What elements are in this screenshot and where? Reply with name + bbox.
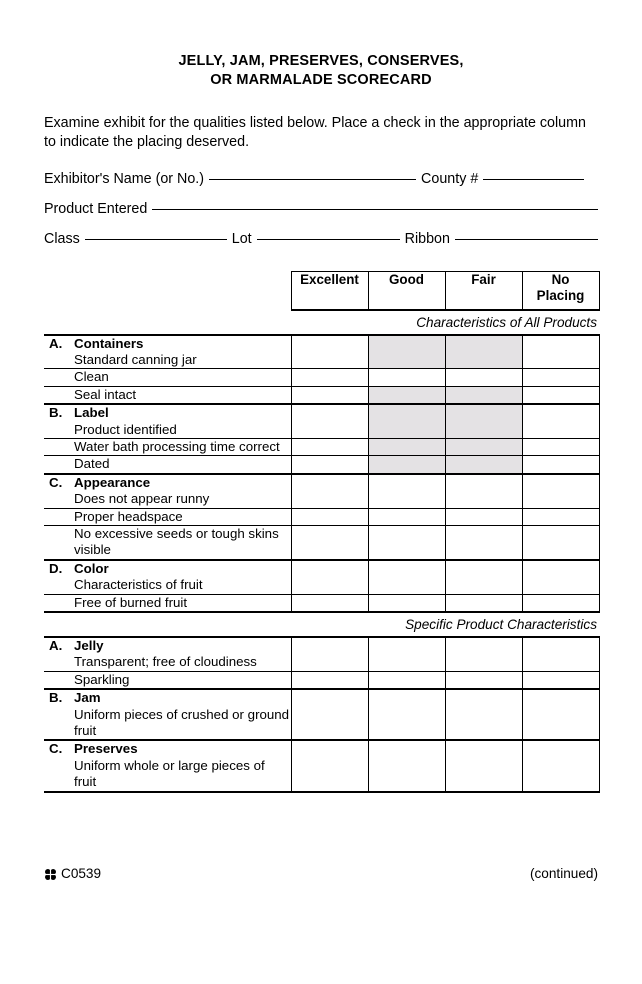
table-row — [44, 474, 599, 508]
criterion-cell — [44, 689, 291, 740]
criterion-text: Seal intact — [74, 386, 137, 402]
form-row-exhibitor — [44, 171, 598, 201]
check-cell-no-placing[interactable] — [522, 560, 599, 594]
check-cell-fair[interactable] — [445, 438, 522, 455]
group-letter: A. — [49, 638, 63, 653]
check-cell-no-placing[interactable] — [522, 637, 599, 671]
table-row — [44, 560, 599, 594]
lot-label: Lot — [231, 231, 252, 247]
check-cell-good[interactable] — [368, 525, 445, 559]
group-name: Color — [74, 560, 109, 576]
group-letter: B. — [49, 405, 63, 421]
criterion-text: Water bath processing time correct — [74, 438, 280, 454]
check-cell-excellent[interactable] — [291, 369, 368, 386]
check-cell-excellent[interactable] — [291, 474, 368, 508]
scorecard-table — [44, 271, 600, 793]
check-cell-fair[interactable] — [445, 671, 522, 689]
table-row — [44, 637, 599, 671]
check-cell-excellent[interactable] — [291, 335, 368, 369]
table-row — [44, 386, 599, 404]
group-letter: A. — [49, 335, 63, 351]
criterion-text: Transparent; free of cloudiness — [74, 654, 257, 670]
check-cell-good[interactable] — [368, 474, 445, 508]
check-cell-excellent[interactable] — [291, 689, 368, 740]
criterion-cell — [44, 740, 291, 791]
criterion-cell — [44, 438, 291, 455]
check-cell-good[interactable] — [368, 369, 445, 386]
check-cell-good[interactable] — [368, 438, 445, 455]
table-row — [44, 671, 599, 689]
group-name: Jelly — [74, 638, 104, 653]
check-cell-no-placing[interactable] — [522, 525, 599, 559]
check-cell-fair[interactable] — [445, 335, 522, 369]
check-cell-excellent[interactable] — [291, 594, 368, 612]
group-letter: C. — [49, 474, 63, 490]
check-cell-good[interactable] — [368, 671, 445, 689]
criterion-cell — [44, 594, 291, 612]
criterion-cell — [44, 404, 291, 438]
check-cell-fair[interactable] — [445, 740, 522, 791]
footer-continued: (continued) — [529, 866, 598, 881]
table-row — [44, 508, 599, 525]
criterion-cell — [44, 456, 291, 474]
check-cell-excellent[interactable] — [291, 637, 368, 671]
criterion-cell — [44, 474, 291, 508]
group-name: Containers — [74, 335, 144, 351]
check-cell-excellent[interactable] — [291, 456, 368, 474]
page-title — [44, 0, 598, 90]
table-row — [44, 594, 599, 612]
county-label: County # — [421, 171, 479, 187]
table-row — [44, 404, 599, 438]
check-cell-fair[interactable] — [445, 525, 522, 559]
group-letter: B. — [49, 690, 63, 706]
check-cell-fair[interactable] — [445, 404, 522, 438]
table-row — [44, 335, 599, 369]
criterion-cell — [44, 637, 291, 671]
criterion-text: Characteristics of fruit — [74, 577, 203, 593]
group-name: Jam — [74, 690, 101, 706]
check-cell-no-placing[interactable] — [522, 689, 599, 740]
check-cell-excellent[interactable] — [291, 740, 368, 791]
footer-code: C0539 — [61, 866, 102, 881]
group-name: Label — [74, 405, 109, 421]
table-row — [44, 525, 599, 559]
no-placing-line-1: No — [551, 272, 570, 287]
product-entered-input[interactable] — [152, 209, 598, 210]
form-row-class-lot-ribbon — [44, 231, 598, 261]
criterion-cell — [44, 369, 291, 386]
footer-left-group — [44, 866, 101, 881]
section-caption: Characteristics of All Products — [44, 310, 599, 335]
entry-form — [44, 171, 598, 261]
criterion-text: Uniform pieces of crushed or ground fruit — [74, 706, 290, 739]
table-row — [44, 740, 599, 791]
check-cell-no-placing[interactable] — [522, 740, 599, 791]
product-entered-label: Product Entered — [44, 201, 148, 217]
no-placing-line-2: Placing — [536, 288, 585, 303]
title-line-2: OR MARMALADE SCORECARD — [210, 72, 432, 88]
check-cell-good[interactable] — [368, 335, 445, 369]
criterion-text: Uniform whole or large pieces of fruit — [74, 757, 265, 790]
check-cell-excellent[interactable] — [291, 560, 368, 594]
criterion-text: No excessive seeds or tough skins visible — [74, 525, 279, 558]
check-cell-no-placing[interactable] — [522, 404, 599, 438]
header-blank-cell — [44, 272, 291, 310]
check-cell-good[interactable] — [368, 740, 445, 791]
criterion-text: Free of burned fruit — [74, 594, 188, 610]
column-header-no-placing — [522, 272, 599, 310]
column-header-fair: Fair — [445, 272, 522, 310]
check-cell-good[interactable] — [368, 560, 445, 594]
table-row — [44, 438, 599, 455]
class-label: Class — [44, 231, 80, 247]
check-cell-no-placing[interactable] — [522, 474, 599, 508]
check-cell-good[interactable] — [368, 456, 445, 474]
check-cell-excellent[interactable] — [291, 404, 368, 438]
lot-input[interactable] — [257, 239, 400, 240]
check-cell-no-placing[interactable] — [522, 508, 599, 525]
check-cell-good[interactable] — [368, 689, 445, 740]
check-cell-good[interactable] — [368, 386, 445, 404]
class-input[interactable] — [85, 239, 227, 240]
clover-icon — [44, 868, 57, 881]
criterion-cell — [44, 386, 291, 404]
check-cell-no-placing[interactable] — [522, 671, 599, 689]
check-cell-fair[interactable] — [445, 456, 522, 474]
table-row — [44, 689, 599, 740]
check-cell-excellent[interactable] — [291, 386, 368, 404]
criterion-text: Proper headspace — [74, 508, 183, 524]
criterion-cell — [44, 335, 291, 369]
group-letter: D. — [49, 560, 63, 576]
column-header-excellent: Excellent — [291, 272, 368, 310]
criterion-text: Product identified — [74, 421, 177, 437]
check-cell-no-placing[interactable] — [522, 386, 599, 404]
check-cell-excellent[interactable] — [291, 525, 368, 559]
table-row — [44, 369, 599, 386]
section-caption-row — [44, 310, 599, 335]
check-cell-fair[interactable] — [445, 369, 522, 386]
check-cell-no-placing[interactable] — [522, 369, 599, 386]
county-input[interactable] — [483, 179, 584, 180]
check-cell-fair[interactable] — [445, 474, 522, 508]
section-caption-row — [44, 612, 599, 637]
check-cell-excellent[interactable] — [291, 671, 368, 689]
criterion-cell — [44, 671, 291, 689]
check-cell-good[interactable] — [368, 404, 445, 438]
table-row — [44, 456, 599, 474]
check-cell-fair[interactable] — [445, 560, 522, 594]
criterion-cell — [44, 508, 291, 525]
ribbon-label: Ribbon — [404, 231, 450, 247]
ribbon-input[interactable] — [455, 239, 598, 240]
group-name: Appearance — [74, 474, 151, 490]
instructions-text: Examine exhibit for the qualities listed below. Place a check in the appropriate column to indicate the placing deserved. — [44, 115, 586, 150]
criterion-text: Dated — [74, 456, 110, 472]
check-cell-excellent[interactable] — [291, 508, 368, 525]
check-cell-excellent[interactable] — [291, 438, 368, 455]
check-cell-no-placing[interactable] — [522, 456, 599, 474]
check-cell-good[interactable] — [368, 508, 445, 525]
criterion-text: Standard canning jar — [74, 351, 197, 367]
criterion-text: Clean — [74, 369, 109, 385]
title-line-1: JELLY, JAM, PRESERVES, CONSERVES, — [178, 53, 464, 69]
check-cell-good[interactable] — [368, 594, 445, 612]
check-cell-no-placing[interactable] — [522, 335, 599, 369]
check-cell-good[interactable] — [368, 637, 445, 671]
criterion-cell — [44, 560, 291, 594]
exhibitor-name-label: Exhibitor's Name (or No.) — [44, 171, 205, 187]
check-cell-fair[interactable] — [445, 594, 522, 612]
group-name: Preserves — [74, 741, 138, 757]
form-row-product — [44, 201, 598, 231]
section-caption: Specific Product Characteristics — [44, 612, 599, 637]
check-cell-fair[interactable] — [445, 689, 522, 740]
check-cell-no-placing[interactable] — [522, 438, 599, 455]
criterion-text: Sparkling — [74, 671, 130, 687]
criterion-cell — [44, 525, 291, 559]
check-cell-fair[interactable] — [445, 386, 522, 404]
criterion-text: Does not appear runny — [74, 491, 210, 507]
check-cell-fair[interactable] — [445, 637, 522, 671]
check-cell-no-placing[interactable] — [522, 594, 599, 612]
check-cell-fair[interactable] — [445, 508, 522, 525]
column-header-good: Good — [368, 272, 445, 310]
page-footer — [44, 866, 598, 881]
group-letter: C. — [49, 741, 63, 757]
table-header-row — [44, 272, 599, 310]
exhibitor-name-input[interactable] — [209, 179, 416, 180]
